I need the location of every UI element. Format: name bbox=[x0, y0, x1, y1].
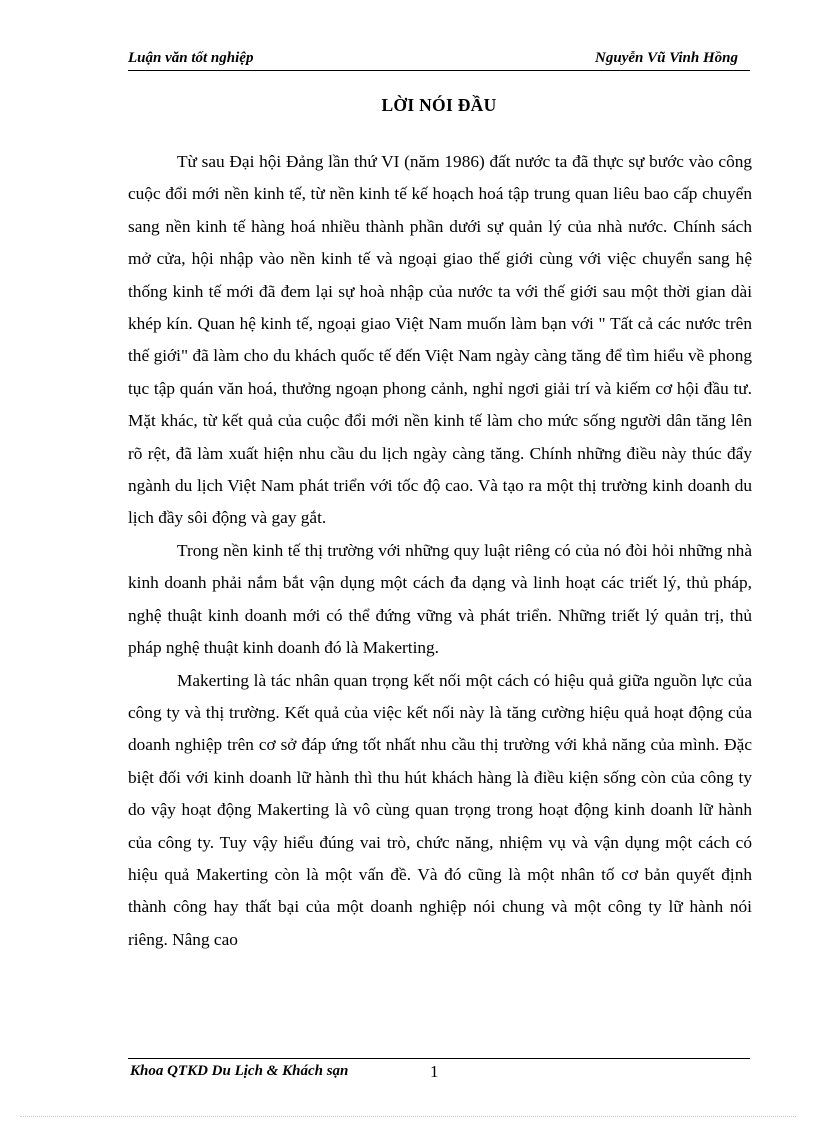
page-bottom-edge bbox=[20, 1116, 796, 1117]
footer-faculty-label: Khoa QTKD Du Lịch & Khách sạn bbox=[130, 1063, 349, 1079]
header-thesis-label: Luận văn tốt nghiệp bbox=[128, 50, 254, 66]
page-header bbox=[128, 48, 750, 71]
paragraph-1: Từ sau Đại hội Đảng lần thứ VI (năm 1986) đất nước ta đã thực sự bước vào công cuộc đổi mới nền kinh tế, từ nền kinh tế kế hoạch hoá tập trung quan liêu bao cấp chuyển sang nền kinh tế hàng hoá nhiều thành phần dưới sự quản lý của nhà nước. Chính sách mở cửa, hội nhập vào nền kinh tế và ngoại giao thế giới cùng với việc chuyển sang hệ thống kinh tế mới đã đem lại sự hoà nhập của nước ta với thế giới sau một thời gian dài khép kín. Quan hệ kinh tế, ngoại giao Việt Nam muốn làm bạn với " Tất cả các nước trên thế giới" đã làm cho du khách quốc tế đến Việt Nam ngày càng tăng để tìm hiểu về phong tục tập quán văn hoá, thưởng ngoạn phong cảnh, nghỉ ngơi giải trí và kiếm cơ hội đầu tư. Mặt khác, từ kết quả của cuộc đổi mới nền kinh tế làm cho mức sống người dân tăng lên rõ rệt, đã làm xuất hiện nhu cầu du lịch ngày càng tăng. Chính những điều này thúc đẩy ngành du lịch Việt Nam phát triển với tốc độ cao. Và tạo ra một thị trường kinh doanh du lịch đầy sôi động và gay gắt. bbox=[128, 152, 752, 528]
footer-divider bbox=[128, 1058, 750, 1059]
header-author-name: Nguyễn Vũ Vinh Hồng bbox=[595, 50, 738, 66]
page-number: 1 bbox=[430, 1062, 439, 1081]
paragraph-3: Makerting là tác nhân quan trọng kết nối một cách có hiệu quả giữa nguồn lực của công ty và thị trường. Kết quả của việc kết nối này là tăng cường hiệu quả hoạt động của doanh nghiệp trên cơ sở đáp ứng tốt nhất nhu cầu thị trường với khả năng của mình. Đặc biệt đối với kinh doanh lữ hành thì thu hút khách hàng là điều kiện sống còn của công ty do vậy hoạt động Makerting là vô cùng quan trọng trong hoạt động kinh doanh lữ hành của công ty. Tuy vậy hiểu đúng vai trò, chức năng, nhiệm vụ và vận dụng một cách có hiệu quả Makerting còn là một vấn đề. Và đó cũng là một nhân tố cơ bản quyết định thành công hay thất bại của một doanh nghiệp nói chung và một công ty lữ hành nói riêng. Nâng cao bbox=[128, 670, 752, 949]
body-text bbox=[128, 146, 752, 956]
page-title: LỜI NÓI ĐẦU bbox=[381, 95, 497, 115]
paragraph-2: Trong nền kinh tế thị trường với những quy luật riêng có của nó đòi hỏi những nhà kinh doanh phải nắm bắt vận dụng một cách đa dạng và linh hoạt các triết lý, thủ pháp, nghệ thuật kinh doanh mới có thể đứng vững và phát triển. Những triết lý quản trị, thủ pháp nghệ thuật kinh doanh đó là Makerting. bbox=[128, 540, 752, 658]
